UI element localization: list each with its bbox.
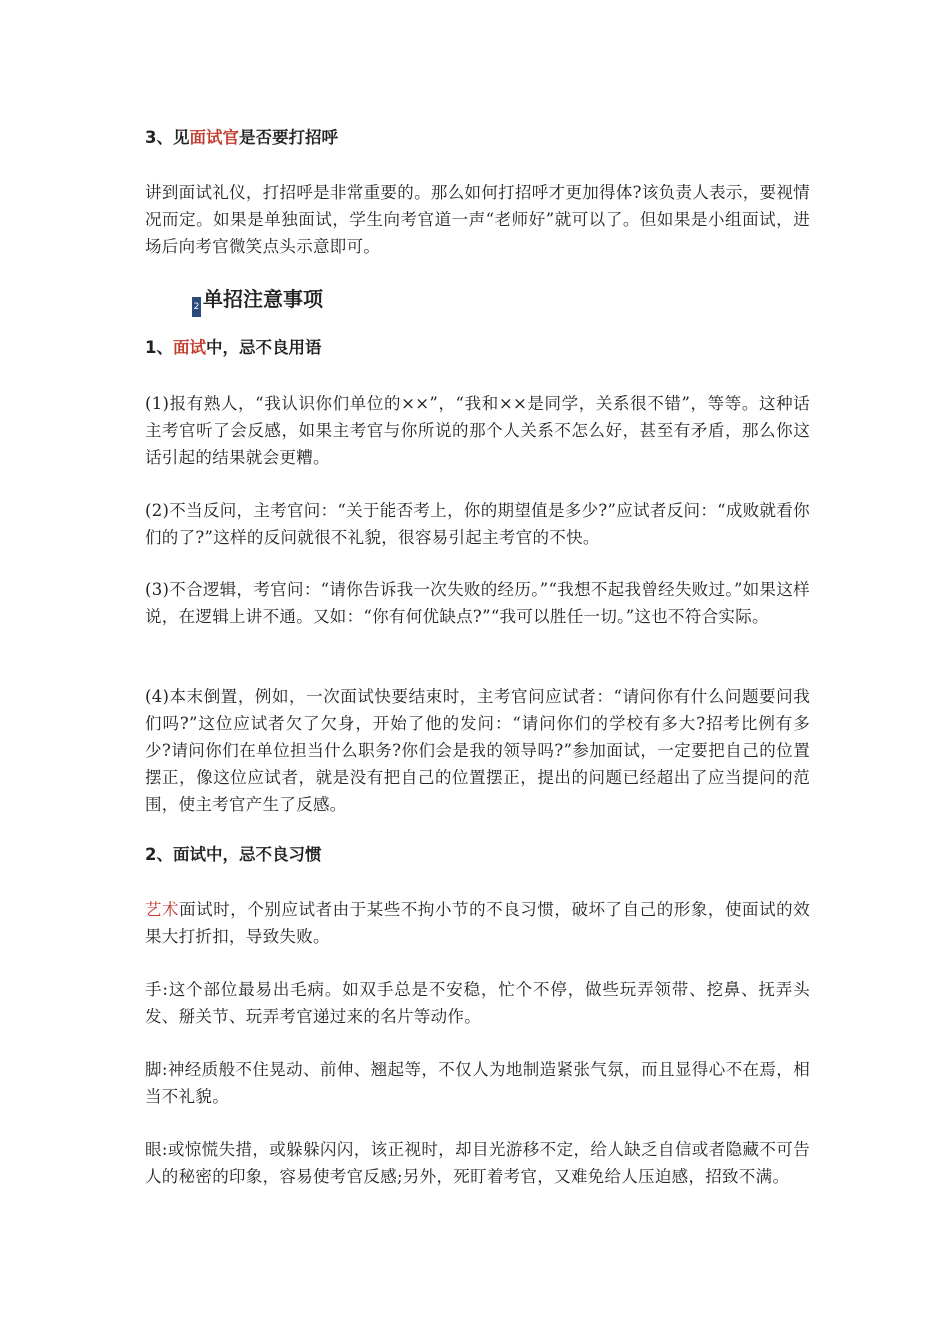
heading-text: 中，忌不良用语 <box>205 338 322 357</box>
paragraph-text: 面试时，个别应试者由于某些不拘小节的不良习惯，破坏了自己的形象，使面试的效果大打折扣，导致失败。 <box>145 900 810 946</box>
highlight-link[interactable]: 面试官 <box>189 128 239 147</box>
paragraph-art <box>145 896 810 950</box>
heading-text: 是否要打招呼 <box>238 128 338 147</box>
paragraph-item-2: (2)不当反问，主考官问：“关于能否考上，你的期望值是多少?”应试者反问：“成败就看你们的了?”这样的反问就很不礼貌，很容易引起主考官的不快。 <box>145 501 810 547</box>
heading-bad-language <box>145 336 810 360</box>
highlight-link[interactable]: 面试 <box>172 338 206 357</box>
paragraph-greeting: 讲到面试礼仪，打招呼是非常重要的。那么如何打招呼才更加得体?该负责人表示，要视情况而定。如果是单独面试，学生向考官道一声“老师好”就可以了。但如果是小组面试，进场后向考官微笑点头示意即可。 <box>145 183 810 256</box>
paragraph-item-3: (3)不合逻辑，考官问：“请你告诉我一次失败的经历。”“我想不起我曾经失败过。”如果这样说，在逻辑上讲不通。又如：“你有何优缺点?”“我可以胜任一切。”这也不符合实际。 <box>145 580 810 626</box>
paragraph-foot: 脚:神经质般不住晃动、前伸、翘起等，不仅人为地制造紧张气氛，而且显得心不在焉，相当不礼貌。 <box>145 1060 810 1106</box>
heading-number: 3、见 <box>145 128 190 147</box>
heading-number: 1、 <box>145 338 173 357</box>
section-marker-icon: 2 <box>192 297 201 317</box>
paragraph-hand: 手:这个部位最易出毛病。如双手总是不安稳，忙个不停，做些玩弄领带、挖鼻、抚弄头发、掰关节、玩弄考官递过来的名片等动作。 <box>145 980 810 1026</box>
paragraph-item-1: (1)报有熟人，“我认识你们单位的××”，“我和××是同学，关系很不错”，等等。这种话主考官听了会反感，如果主考官与你所说的那个人关系不怎么好，甚至有矛盾，那么你这话引起的结果就会更糟。 <box>145 394 810 467</box>
paragraph-item-4: (4)本末倒置，例如，一次面试快要结束时，主考官问应试者：“请问你有什么问题要问我们吗?”这位应试者欠了欠身，开始了他的发问：“请问你们的学校有多大?招考比例有多少?请问你们在单位担当什么职务?你们会是我的领导吗?”参加面试，一定要把自己的位置摆正，像这位应试者，就是没有把自己的位置摆正，提出的问题已经超出了应当提问的范围，使主考官产生了反感。 <box>145 687 810 814</box>
heading-greeting <box>145 126 810 150</box>
paragraph-eye: 眼:或惊慌失措，或躲躲闪闪，该正视时，却目光游移不定，给人缺乏自信或者隐藏不可告人的秘密的印象，容易使考官反感;另外，死盯着考官，又难免给人压迫感，招致不满。 <box>145 1140 810 1186</box>
heading-bad-habits: 2、面试中，忌不良习惯 <box>145 845 322 864</box>
section-title-text: 单招注意事项 <box>203 287 323 311</box>
highlight-link[interactable]: 艺术 <box>145 900 180 919</box>
section-title <box>192 285 323 317</box>
